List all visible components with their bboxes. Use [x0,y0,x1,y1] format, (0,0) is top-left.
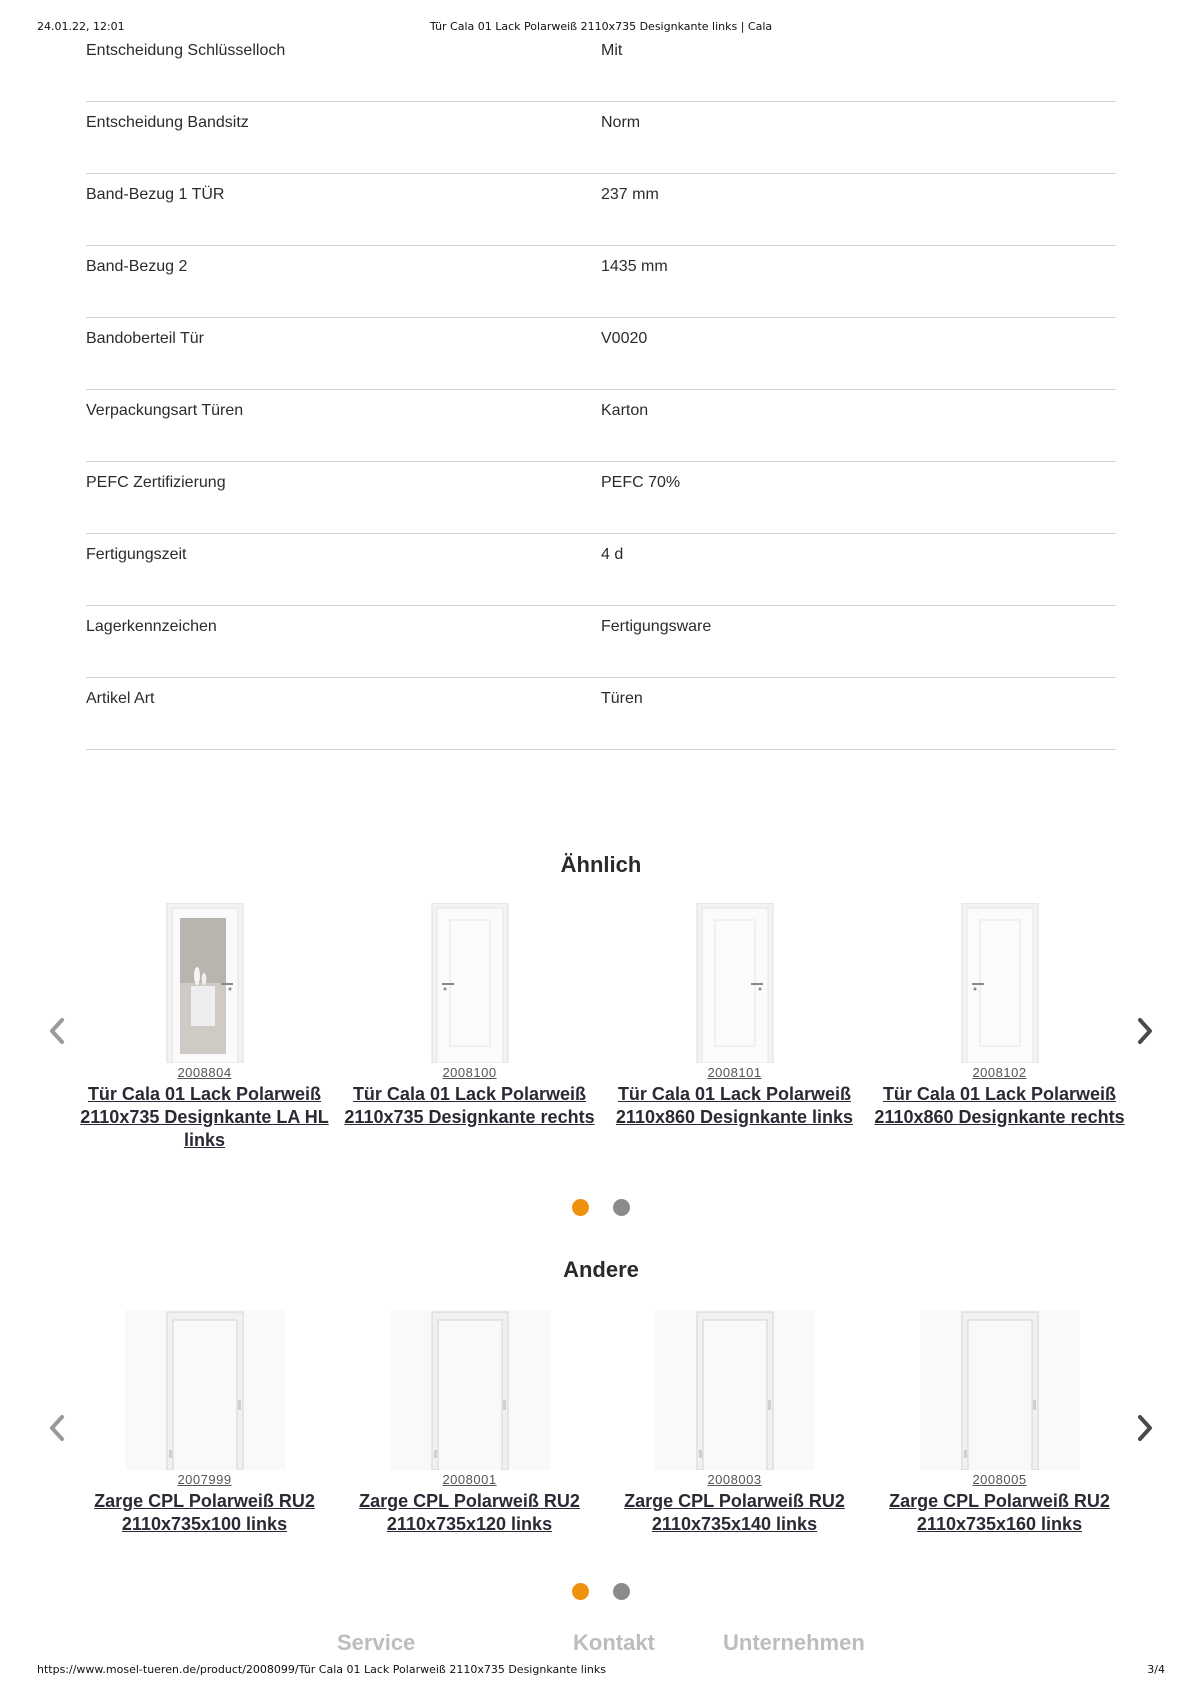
product-title-link[interactable]: Zarge CPL Polarweiß RU2 2110x735x120 links [359,1491,580,1534]
spec-value: 4 d [601,546,624,563]
spec-value: Mit [601,42,623,59]
product-title-link[interactable]: Zarge CPL Polarweiß RU2 2110x735x160 links [889,1491,1110,1534]
spec-row [86,534,1116,606]
next-arrow-icon[interactable] [1132,1015,1158,1047]
print-footer [37,1663,1165,1679]
door-frame-icon [920,1310,1080,1470]
similar-pagination [0,1199,1202,1219]
print-page-title: Tür Cala 01 Lack Polarweiß 2110x735 Designkante links | Cala [429,20,773,33]
spec-key: Artikel Art [86,690,155,707]
other-carousel [0,1310,1202,1550]
product-number: 2008102 [972,1065,1027,1080]
spec-value: Fertigungsware [601,618,712,635]
similar-product-card[interactable] [602,903,867,1129]
other-section-title: Andere [563,1257,639,1282]
prev-arrow-icon[interactable] [44,1412,70,1444]
product-number: 2008003 [707,1472,762,1487]
product-title-link[interactable]: Tür Cala 01 Lack Polarweiß 2110x860 Designkante rechts [874,1084,1125,1127]
product-number: 2008005 [972,1472,1027,1487]
spec-key: Entscheidung Bandsitz [86,114,249,131]
product-title-link[interactable]: Zarge CPL Polarweiß RU2 2110x735x100 links [94,1491,315,1534]
pagination-dot[interactable] [613,1199,630,1216]
similar-product-card[interactable] [867,903,1132,1129]
print-page-number: 3/4 [1147,1663,1165,1676]
spec-value: Norm [601,114,641,131]
spec-value: Karton [601,402,649,419]
footer-link-unternehmen[interactable]: Unternehmen [723,1630,865,1655]
similar-product-card[interactable] [337,903,602,1129]
spec-value: 1435 mm [601,258,668,275]
door-frame-icon [390,1310,550,1470]
door-glass-icon [125,903,285,1063]
door-icon [655,903,815,1063]
spec-key: Lagerkennzeichen [86,618,217,635]
spec-row [86,318,1116,390]
spec-key: Verpackungsart Türen [86,402,244,419]
spec-key: Band-Bezug 1 TÜR [86,186,225,203]
product-number: 2008001 [442,1472,497,1487]
door-frame-icon [125,1310,285,1470]
spec-value: PEFC 70% [601,474,681,491]
footer-link-kontakt[interactable]: Kontakt [573,1630,655,1655]
product-number: 2008100 [442,1065,497,1080]
other-product-card[interactable] [867,1310,1132,1536]
door-icon [920,903,1080,1063]
spec-row [86,102,1116,174]
door-frame-icon [655,1310,815,1470]
other-product-card[interactable] [72,1310,337,1536]
door-icon [390,903,550,1063]
next-arrow-icon[interactable] [1132,1412,1158,1444]
pagination-dot-active[interactable] [572,1583,589,1600]
spec-key: Fertigungszeit [86,546,187,563]
spec-row [86,390,1116,462]
print-datetime: 24.01.22, 12:01 [37,20,125,33]
spec-value: V0020 [601,330,648,347]
spec-table [86,30,1116,750]
spec-key: Entscheidung Schlüsselloch [86,42,286,59]
product-number: 2008804 [177,1065,232,1080]
spec-row [86,678,1116,750]
product-number: 2007999 [177,1472,232,1487]
spec-row [86,462,1116,534]
product-number: 2008101 [707,1065,762,1080]
spec-row [86,246,1116,318]
pagination-dot-active[interactable] [572,1199,589,1216]
product-title-link[interactable]: Tür Cala 01 Lack Polarweiß 2110x860 Designkante links [615,1084,854,1127]
similar-product-card[interactable] [72,903,337,1152]
spec-row [86,30,1116,102]
spec-row [86,174,1116,246]
spec-key: PEFC Zertifizierung [86,474,226,491]
spec-key: Band-Bezug 2 [86,258,188,275]
product-title-link[interactable]: Zarge CPL Polarweiß RU2 2110x735x140 links [624,1491,845,1534]
footer-link-service[interactable]: Service [337,1630,416,1655]
spec-value: Türen [601,690,643,707]
similar-section-title: Ähnlich [560,852,642,877]
product-title-link[interactable]: Tür Cala 01 Lack Polarweiß 2110x735 Designkante rechts [344,1084,595,1127]
spec-value: 237 mm [601,186,659,203]
spec-key: Bandoberteil Tür [86,330,204,347]
spec-row [86,606,1116,678]
pagination-dot[interactable] [613,1583,630,1600]
print-url: https://www.mosel-tueren.de/product/2008099/Tür Cala 01 Lack Polarweiß 2110x735 Designkante links [37,1663,606,1676]
similar-carousel [0,903,1202,1163]
prev-arrow-icon[interactable] [44,1015,70,1047]
footer-nav [0,1630,1202,1660]
other-pagination [0,1583,1202,1603]
other-product-card[interactable] [337,1310,602,1536]
other-product-card[interactable] [602,1310,867,1536]
product-title-link[interactable]: Tür Cala 01 Lack Polarweiß 2110x735 Designkante LA HL links [80,1084,329,1150]
